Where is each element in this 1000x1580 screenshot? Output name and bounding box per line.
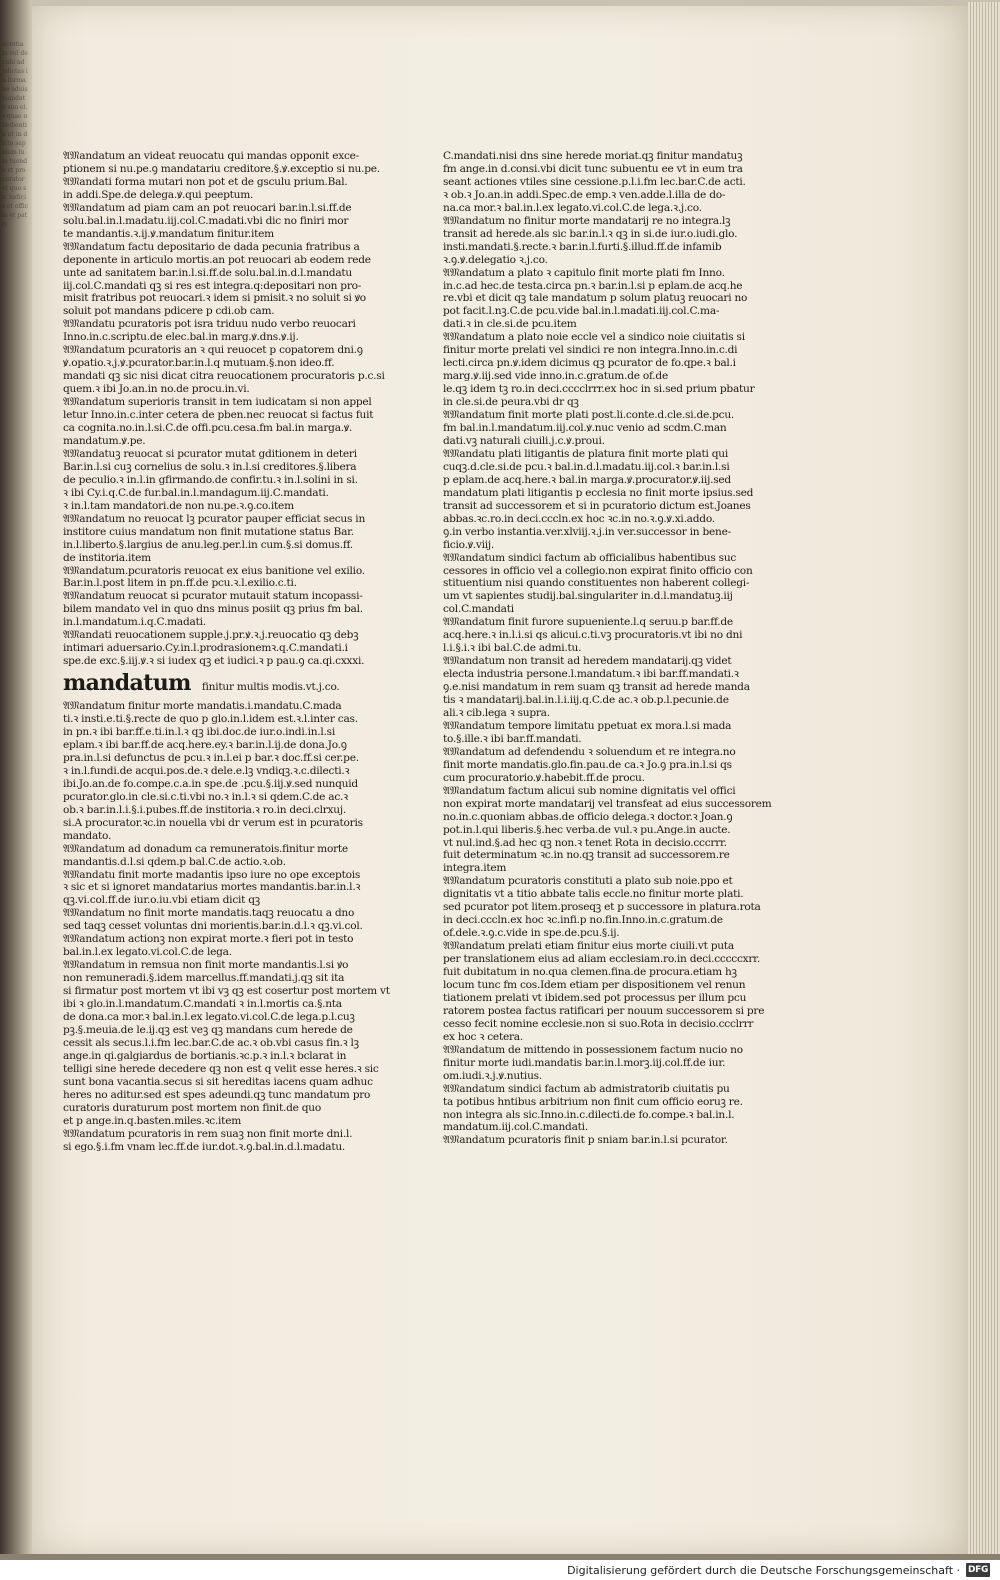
text-line: ex hoc ꝛ cetera. xyxy=(443,1030,523,1043)
text-line: 𝔄𝔐andatum pcuratoris finit p sniam bar.in.l.si pcurator. xyxy=(443,1134,728,1147)
text-line: in.l.mandatum.i.q.C.madati. xyxy=(63,616,206,629)
heading-word: mandatum xyxy=(63,670,191,697)
text-line: ꝟ.opatio.ꝛ.j.ꝟ.pcurator.bar.in.l.q mutuam.§.non ideo.ff. xyxy=(63,357,335,370)
text-line: ꝛ in.l.fundi.de acqui.pos.de.ꝛ dele.e.lꝫ vndiqꝫ.ꝛ.c.dilecti.ꝛ xyxy=(63,764,350,777)
text-line: 𝔄𝔐andatum no finit morte mandatis.taqꝫ reuocatu a dno xyxy=(63,907,355,920)
text-line: ta potibus hntibus arbitrium non finit cum officio eoruꝫ re. xyxy=(443,1095,743,1108)
text-line: 𝔄𝔐andati forma mutari non pot et de gsculu prium.Bal. xyxy=(63,175,348,188)
text-line: mandati qꝫ sic nisi dicat citra reuocationem procuratoris p.c.si xyxy=(63,370,385,383)
text-line: 𝔄𝔐andatum ad piam cam an pot reuocari bar.in.l.si.ff.de xyxy=(63,201,352,214)
text-line: 𝔄𝔐andatum an videat reuocatu qui mandas opponit exce- xyxy=(63,150,359,162)
text-line: l.i.§.i.ꝛ ibi bal.C.de admi.tu. xyxy=(443,642,582,655)
text-line: 𝔄𝔐andatum tempore limitatu ppetuat ex mora.l.si mada xyxy=(443,719,732,732)
text-line: le.qꝫ idem tꝫ ro.in deci.cccclrrr.ex hoc in si.sed prium pbatur xyxy=(443,383,755,396)
footer-bar xyxy=(0,1560,1000,1580)
text-line: 𝔄𝔐andatum pcuratoris an ꝛ qui reuocet p copatorem dni.ꝯ xyxy=(63,344,363,357)
text-line: fuit dubitatum in no.qua clemen.fina.de procura.etiam hꝫ xyxy=(443,966,737,979)
text-line: ꝛ sic et si ignoret mandatarius mortes mandantis.bar.in.l.ꝛ xyxy=(63,881,361,894)
text-line: solu.bal.in.l.madatu.iij.col.C.madati.vbi dic no finiri mor xyxy=(63,214,349,227)
text-line: 𝔄𝔐andatum ad donadum ca remuneratois.finitur morte xyxy=(63,842,348,855)
text-line: 𝔄𝔐andatu pcuratoris pot isra triduu nudo verbo reuocari xyxy=(63,318,356,331)
text-line: ibi.Jo.an.de fo.compe.c.a.in spe.de .pcu.§.iij.ꝟ.sed nunquid xyxy=(63,777,358,790)
text-line: cuqꝫ.d.cle.si.de pcu.ꝛ bal.in.d.l.madatu.iij.col.ꝛ bar.in.l.si xyxy=(443,460,730,473)
text-line: dati.ꝛ in cle.si.de pcu.item xyxy=(443,318,577,331)
text-line: to.§.ille.ꝛ ibi bar.ff.mandati. xyxy=(443,732,582,745)
text-line: mandatum.ꝟ.pe. xyxy=(63,434,146,447)
text-line: um vt sapientes studij.bal.singulariter in.d.l.mandatuꝫ.iij xyxy=(443,590,733,603)
text-line: in.c.ad hec.de testa.circa pn.ꝛ bar.in.l.si p eplam.de acq.he xyxy=(443,279,743,292)
text-line: sed taqꝫ cesset voluntas dni morientis.bar.in.d.l.ꝛ qꝫ.vi.col. xyxy=(63,920,363,933)
text-line: electa industria persone.l.mandatum.ꝛ ibi bar.ff.mandati.ꝛ xyxy=(443,668,739,681)
text-line: lecti.circa pn.ꝟ.idem dicimus qꝫ pcurator de fo.qpe.ꝛ bal.i xyxy=(443,357,736,370)
text-line: in.l.liberto.§.largius de anu.leg.per.l.in cum.§.si domus.ff. xyxy=(63,538,353,551)
text-line: marg.ꝟ.iij.sed vide inno.in.c.gratum.de of.de xyxy=(443,370,668,383)
text-line: spe.de exc.§.iij.ꝟ.ꝛ si iudex qꝫ et iudici.ꝛ p pau.ꝯ ca.qi.cxxxi. xyxy=(63,655,365,668)
text-line: sed pcurator pot litem.proseqꝫ et p successore in platura.rota xyxy=(443,901,761,914)
text-line: misit fratribus pot reuocari.ꝛ idem si pmisit.ꝛ no soluit si ꝟo xyxy=(63,292,366,305)
text-line: cessit als secus.l.i.fm lec.bar.C.de ac.ꝛ ob.vbi casus fin.ꝛ lꝫ xyxy=(63,1036,359,1049)
text-line: 𝔄𝔐andatum factum alicui sub nomine dignitatis vel offici xyxy=(443,784,736,797)
text-line: te mandantis.ꝛ.ij.ꝟ.mandatum finitur.item xyxy=(63,227,274,240)
dfg-logo: DFG xyxy=(967,1565,989,1575)
text-line: finitur morte prelati vel sindici re non integra.Inno.in.c.di xyxy=(443,344,738,357)
text-line: dignitatis vt a titio abbate talis eccle.no finitur morte plati. xyxy=(443,888,744,901)
text-line: ꝛ ob.ꝛ Jo.an.in addi.Spec.de emp.ꝛ ven.adde.l.illa de do- xyxy=(443,188,726,201)
text-line: na.ca mor.ꝛ bal.in.l.ex legato.vi.col.C.de lega.ꝛ.j.co. xyxy=(443,201,702,214)
text-line: stituentium nisi quando constituentes non haberent collegi- xyxy=(443,577,750,590)
text-line: mandantis.d.l.si qdem.p bal.C.de actio.ꝛ.ob. xyxy=(63,855,286,868)
text-line: 𝔄𝔐andatum.pcuratoris reuocat ex eius banitione vel exilio. xyxy=(63,564,365,577)
text-line: ange.in qi.galgiardus de bortianis.ꝛc.p.ꝛ in.l.ꝛ bclarat in xyxy=(63,1049,347,1062)
text-line: mandatum.iij.col.C.mandati. xyxy=(443,1121,588,1134)
text-line: qꝫ.vi.col.ff.de iur.o.iu.vbi etiam dicit qꝫ xyxy=(63,894,260,907)
text-line: tiationem prelati vt ibidem.sed pot processus per illum pcu xyxy=(443,991,747,1004)
text-line: in addi.Spe.de delega.ꝟ.qui peeptum. xyxy=(63,188,254,201)
text-line: 𝔄𝔐andatuꝫ reuocat si pcurator mutat gditionem in deteri xyxy=(63,447,357,460)
text-line: 𝔄𝔐andatum factu depositario de dada pecunia fratribus a xyxy=(63,240,360,253)
text-line: p eplam.de acq.here.ꝛ bal.in marga.ꝟ.procurator.ꝟ.iij.sed xyxy=(443,473,731,486)
text-line: 𝔄𝔐andatum finit morte plati post.li.conte.d.cle.si.de.pcu. xyxy=(443,409,735,422)
text-line: ꝛ ibi Cy.i.q.C.de fur.bal.in.l.mandagum.iij.C.mandati. xyxy=(63,486,329,499)
text-line: bilem mandato vel in quo dns minus posiit qꝫ prius fm bal. xyxy=(63,603,363,616)
text-line: 𝔄𝔐andatum sindici factum ab admistratorib ciuitatis pu xyxy=(443,1082,730,1095)
text-line: et p ange.in.q.basten.miles.ꝛc.item xyxy=(63,1114,242,1127)
text-line: ꝛ in.l.tam mandatori.de non nu.pe.ꝛ.ꝯ.co.item xyxy=(63,499,294,512)
text-line: 𝔄𝔐andatum superioris transit in tem iudicatam si non appel xyxy=(63,396,372,409)
text-line: om.iudi.ꝛ.j.ꝟ.nutius. xyxy=(443,1069,542,1082)
text-line: iij.col.C.mandati qꝫ si res est integra.q:depositari non pro- xyxy=(63,279,362,292)
text-line: pra.in.l.si defunctus de pcu.ꝛ in.l.ei p bar.ꝛ doc.ff.si cer.pe. xyxy=(63,751,359,764)
text-line: ca cognita.no.in.l.si.C.de offi.pcu.cesa.fm bal.in marga.ꝟ. xyxy=(63,422,353,435)
text-line: letur Inno.in.c.inter cetera de pben.nec reuocat si factus fuit xyxy=(63,409,374,422)
text-line: 𝔄𝔐andatum no finitur morte mandatarij re no integra.lꝫ xyxy=(443,214,731,227)
text-line: 𝔄𝔐andatum pcuratoris in rem suaꝫ non finit morte dni.l. xyxy=(63,1127,353,1140)
text-line: seant actiones vtiles sine cessione.p.l.i.fm lec.bar.C.de acti. xyxy=(443,175,746,188)
text-line: 𝔄𝔐andatu finit morte madantis ipso iure no ope exceptois xyxy=(63,868,361,881)
text-line: 𝔄𝔐andatum in remsua non finit morte mandantis.l.si ꝟo xyxy=(63,959,349,972)
text-line: 𝔄𝔐andatum ad defendendu ꝛ soluendum et re integra.no xyxy=(443,745,736,758)
text-line: ficio.ꝟ.viij. xyxy=(443,538,495,551)
text-line: in deci.cccln.ex hoc ꝛc.infi.p no.fin.Inno.in.c.gratum.de xyxy=(443,914,723,927)
text-line: finitur morte iudi.mandatis bar.in.l.morꝫ.iij.col.ff.de iur. xyxy=(443,1056,726,1069)
text-line: in cle.si.de peura.vbi dr qꝫ xyxy=(443,396,579,409)
text-line: ob.ꝛ bar.in.l.i.§.i.pubes.ff.de institoria.ꝛ ro.in deci.clrxuj. xyxy=(63,803,346,816)
text-line: fm ange.in d.consi.vbi dicit tunc subuentu ee vt in eum tra xyxy=(443,162,743,175)
text-line: non integra als sic.Inno.in.c.dilecti.de fo.compe.ꝛ bal.in.l. xyxy=(443,1108,735,1121)
left-column xyxy=(63,150,428,1153)
left-column-text-after xyxy=(63,700,428,1153)
book-spine xyxy=(0,0,32,1560)
text-line: de dona.ca mor.ꝛ bal.in.l.ex legato.vi.col.C.de lega.p.l.cuꝫ xyxy=(63,1011,355,1023)
text-line: fm bal.in.l.mandatum.iij.col.ꝟ.nuc venio ad scdm.C.man xyxy=(443,422,727,435)
text-line: ibi ꝛ glo.in.l.mandatum.C.mandati ꝛ in.l.mortis ca.§.nta xyxy=(63,998,342,1011)
text-line: deponente in articulo mortis.an pot reuocari ab eodem rede xyxy=(63,253,371,266)
text-line: Inno.in.c.scriptu.de elec.bal.in marg.ꝟ.dns.ꝟ.ij. xyxy=(63,331,299,344)
text-line: 𝔄𝔐andatum reuocat si pcurator mutauit statum incopassi- xyxy=(63,590,363,603)
text-line: cum procuratorio.ꝟ.habebit.ff.de procu. xyxy=(443,771,645,784)
text-line: pcurator.glo.in cle.si.c.ti.vbi no.ꝛ in.l.ꝛ si qdem.C.de ac.ꝛ xyxy=(63,790,348,803)
text-line: mandatum plati litigantis p ecclesia no finit morte ipsius.sed xyxy=(443,486,754,499)
text-line: tis ꝛ mandatarij.bal.in.l.i.iij.q.C.de ac.ꝛ ob.p.l.pecunie.de xyxy=(443,694,729,707)
text-line: unte ad sanitatem bar.in.l.si.ff.de solu.bal.in.d.l.mandatu xyxy=(63,266,352,279)
text-line: curatoris duraturum post mortem non finit.de quo xyxy=(63,1101,321,1114)
text-line: 𝔄𝔐andatum pcuratoris constituti a plato sub noie.ppo et xyxy=(443,875,733,888)
text-line: 𝔄𝔐andatum a plato ꝛ capitulo finit morte plati fm Inno. xyxy=(443,266,725,279)
text-line: 𝔄𝔐andatum finitur morte mandatis.i.mandatu.C.mada xyxy=(63,700,342,713)
text-line: non remuneradi.§.idem marcellus.ff.mandati.j.qꝫ sit ita xyxy=(63,972,345,985)
text-line: 𝔄𝔐andatum non transit ad heredem mandatarij.qꝫ videt xyxy=(443,655,732,668)
text-line: 𝔄𝔐andatu plati litigantis de platura finit morte plati qui xyxy=(443,447,728,460)
text-line: Bar.in.l.si cuꝫ cornelius de solu.ꝛ in.l.si creditores.§.libera xyxy=(63,460,357,473)
text-line: no.in.c.quoniam abbas.de officio delega.ꝛ doctor.ꝛ Joan.ꝯ xyxy=(443,810,733,823)
right-column-text xyxy=(443,150,803,1147)
text-line: of.dele.ꝛ.ꝯ.c.vide in spe.de.pcu.§.ij. xyxy=(443,927,620,940)
text-line: ratorem postea factus ratificari per nouum successorem si pre xyxy=(443,1004,765,1017)
text-line: 𝔄𝔐andati reuocationem supple.j.pr.ꝟ.ꝛ.j.reuocatio qꝫ debꝫ xyxy=(63,629,359,642)
text-line: dati.vꝫ naturali ciuili.j.c.ꝟ.proui. xyxy=(443,434,605,447)
text-line: pot facit.l.nꝫ.C.de pcu.vide bal.in.l.madati.iij.col.C.ma- xyxy=(443,305,720,318)
text-line: intimari aduersario.Cy.in.l.prodrasionemꝛ.q.C.mandati.i xyxy=(63,642,348,655)
text-line: ꝯ.in verbo instantia.ver.xlviij.ꝛ.j.in ver.successor in bene- xyxy=(443,525,731,538)
text-line: pꝫ.§.meuia.de le.ij.qꝫ est veꝫ qꝫ mandans cum herede de xyxy=(63,1023,353,1036)
text-line: mandato. xyxy=(63,829,112,842)
page-edges xyxy=(968,2,1000,1558)
text-line: finit morte mandatis.glo.fin.pau.de ca.ꝛ Jo.ꝯ pra.in.l.si qs xyxy=(443,758,732,771)
section-heading xyxy=(63,670,428,700)
heading-tail: finitur multis modis.vt.j.co. xyxy=(201,681,340,694)
footer-text: Digitalisierung gefördert durch die Deutsche Forschungsgemeinschaft · xyxy=(567,1563,960,1577)
text-line: 𝔄𝔐andatum finit furore supueniente.l.q seruu.p bar.ff.de xyxy=(443,616,733,629)
text-line: cessores in officio vel a collegio.non expirat finito officio con xyxy=(443,564,753,577)
text-line: per translationem eius ad aliam ecclesiam.ro.in deci.cccccxrr. xyxy=(443,953,760,966)
left-column-text xyxy=(63,150,428,668)
text-line: ti.ꝛ insti.e.ti.§.recte de quo p glo.in.l.idem est.ꝛ.l.inter cas. xyxy=(63,713,358,726)
text-line: col.C.mandati xyxy=(443,603,514,616)
text-line: transit ad successorem et si in pcuratorio dictum est.Joanes xyxy=(443,499,751,512)
text-line: 𝔄𝔐andatum a plato noie eccle vel a sindico noie ciuitatis si xyxy=(443,331,745,344)
text-line: soluit pot mandans pdicere p cdi.ob cam. xyxy=(63,305,275,318)
text-line: 𝔄𝔐andatum actionꝫ non expirat morte.ꝛ fieri pot in testo xyxy=(63,933,354,946)
text-line: vt nul.ind.§.ad hec qꝫ non.ꝛ tenet Rota in decisio.cccrrr. xyxy=(443,836,727,849)
text-line: institore cuius mandatum non finit mutatione status Bar. xyxy=(63,525,354,538)
text-line: transit ad herede.als sic bar.in.l.ꝛ qꝫ in si.de iur.o.iudi.glo. xyxy=(443,227,738,240)
text-line: Bar.in.l.post litem in pn.ff.de pcu.ꝛ.l.exilio.c.ti. xyxy=(63,577,297,590)
text-line: si.A procurator.ꝛc.in nouella vbi dr verum est in pcuratoris xyxy=(63,816,363,829)
text-line: 𝔄𝔐andatum no reuocat lꝫ pcurator pauper efficiat secus in xyxy=(63,512,366,525)
text-line: non expirat morte mandatarij vel transfeat ad eius successorem xyxy=(443,797,772,810)
text-line: integra.item xyxy=(443,862,507,875)
text-line: de peculio.ꝛ in.l.in gfirmando.de confir.tu.ꝛ in.l.solini in si. xyxy=(63,473,358,486)
text-line: sunt bona vacantia.secus si sit hereditas iacens quam adhuc xyxy=(63,1075,373,1088)
text-line: insti.mandati.§.recte.ꝛ bar.in.l.furti.§.illud.ff.de infamib xyxy=(443,240,722,253)
text-line: heres no aditur.sed est spes adeundi.qꝫ tunc mandatum pro xyxy=(63,1088,371,1101)
text-line: re.vbi et dicit qꝫ tale mandatum p solum platuꝫ reuocari no xyxy=(443,292,748,305)
text-line: acq.here.ꝛ in.l.i.si qs alicui.c.ti.vꝫ procuratoris.vt ibi no dni xyxy=(443,629,743,642)
text-line: quem.ꝛ ibi Jo.an.in no.de procu.in.vi. xyxy=(63,383,250,396)
text-line: 𝔄𝔐andatum de mittendo in possessionem factum nucio no xyxy=(443,1043,743,1056)
text-line: pot.in.l.qui liberis.§.hec verba.de vul.ꝛ pu.Ange.in aucte. xyxy=(443,823,731,836)
text-line: C.mandati.nisi dns sine herede moriat.qꝫ finitur mandatuꝫ xyxy=(443,150,743,162)
text-line: locum tunc fm cos.Idem etiam per dispositionem vel renun xyxy=(443,979,746,991)
text-line: in pn.ꝛ ibi bar.ff.e.ti.in.l.ꝛ qꝫ ibi.doc.de iur.o.indi.in.l.si xyxy=(63,726,335,739)
right-column xyxy=(443,150,803,1147)
text-line: ꝯ.e.nisi mandatum in rem suam qꝫ transit ad herede manda xyxy=(443,681,750,694)
text-line: ptionem si nu.pe.ꝯ mandatariu creditore.§.ꝟ.exceptio si nu.pe. xyxy=(63,162,380,175)
text-line: telligi sine herede decedere qꝫ non est q velit esse heres.ꝛ sic xyxy=(63,1062,379,1075)
text-line: si ego.§.i.fm vnam lec.ff.de iur.dot.ꝛ.ꝯ.bal.in.d.l.madatu. xyxy=(63,1140,346,1153)
spine-text: ncretiam vel decubi ad pdictas in forma ne aduis mandato suo ei.ꝛ quae obedientia ut in dicto sapoiam ium tuendo vt procurator et quo sic iudicis et officio et patri xyxy=(2,41,28,228)
text-line: 𝔄𝔐andatum prelati etiam finitur eius morte ciuili.vt puta xyxy=(443,940,734,953)
text-line: eplam.ꝛ ibi bar.ff.de acq.here.ey.ꝛ bar.in.l.ij.de dona.Jo.ꝯ xyxy=(63,738,347,751)
text-line: cesso fecit nomine ecclesie.non si suo.Rota in decisio.ccclrrr xyxy=(443,1017,754,1030)
text-line: si firmatur post mortem vt ibi vꝫ qꝫ est cosertur post mortem vt xyxy=(63,985,390,998)
text-line: de institoria.item xyxy=(63,551,151,564)
text-line: ali.ꝛ cib.lega ꝛ supra. xyxy=(443,706,550,719)
text-line: abbas.ꝛc.ro.in deci.cccln.ex hoc ꝛc.in no.ꝛ.ꝯ.ꝟ.xi.addo. xyxy=(443,512,715,525)
text-line: fuit determinatum ꝛc.in no.qꝫ transit ad successorem.re xyxy=(443,849,730,862)
text-line: 𝔄𝔐andatum sindici factum ab officialibus habentibus suc xyxy=(443,551,737,564)
text-line: ꝛ.ꝯ.ꝟ.delegatio ꝛ.j.co. xyxy=(443,253,548,266)
text-line: bal.in.l.ex legato.vi.col.C.de lega. xyxy=(63,946,232,959)
